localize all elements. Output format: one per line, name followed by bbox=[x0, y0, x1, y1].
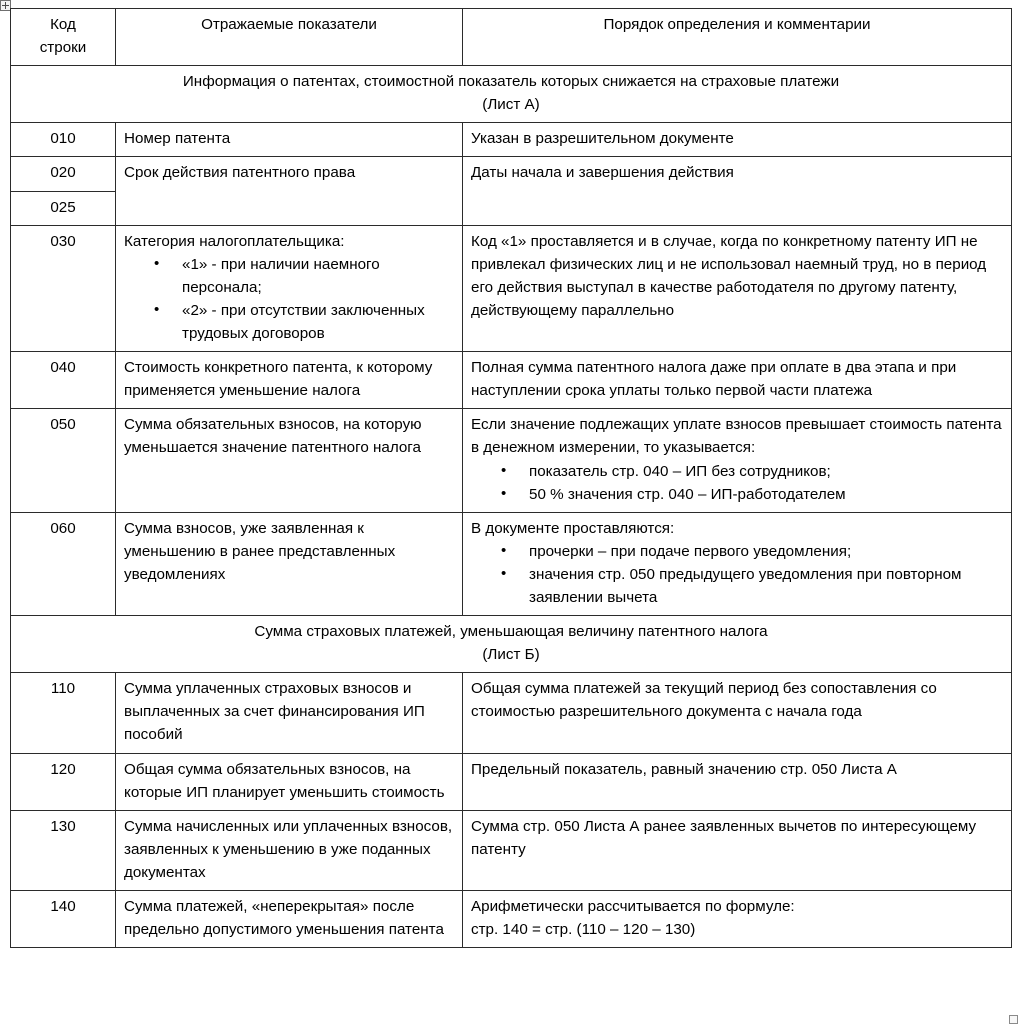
column-header-indicators: Отражаемые показатели bbox=[116, 9, 463, 66]
row-comment-060 bbox=[463, 512, 1012, 615]
table-row-120 bbox=[11, 753, 1012, 810]
row-indicator-030-lead: Категория налогоплательщика: bbox=[124, 232, 345, 250]
row-comment-130: Сумма стр. 050 Листа А ранее заявленных вычетов по интересующему патенту bbox=[463, 810, 1012, 890]
row-indicator-110: Сумма уплаченных страховых взносов и выплаченных за счет финансирования ИП пособий bbox=[116, 673, 463, 753]
row-comment-020: Даты начала и завершения действия bbox=[463, 157, 1012, 225]
row-comment-140-lead: Арифметически рассчитывается по формуле: bbox=[471, 898, 795, 915]
row-comment-040: Полная сумма патентного налога даже при оплате в два этапа и при наступлении срока уплаты только первой части платежа bbox=[463, 352, 1012, 409]
row-code-140: 140 bbox=[11, 891, 116, 948]
section-subtitle-list-a: (Лист А) bbox=[482, 96, 540, 114]
table-row-040 bbox=[11, 352, 1012, 409]
table-row-130 bbox=[11, 810, 1012, 890]
column-header-code-line2: строки bbox=[39, 39, 87, 57]
row-code-130: 130 bbox=[11, 810, 116, 890]
row-indicator-010: Номер патента bbox=[116, 123, 463, 157]
table-row-010 bbox=[11, 123, 1012, 157]
row-code-025: 025 bbox=[11, 191, 116, 225]
row-comment-120: Предельный показатель, равный значению стр. 050 Листа А bbox=[463, 753, 1012, 810]
row-comment-110: Общая сумма платежей за текущий период без сопоставления со стоимостью разрешительного документа с начала года bbox=[463, 673, 1012, 753]
section-row-list-a bbox=[11, 66, 1012, 123]
document-table-container bbox=[10, 8, 1011, 948]
table-row-030 bbox=[11, 225, 1012, 351]
row-indicator-120: Общая сумма обязательных взносов, на которые ИП планирует уменьшить стоимость bbox=[116, 753, 463, 810]
row-comment-060-lead: В документе проставляются: bbox=[471, 519, 675, 537]
table-row-020 bbox=[11, 157, 1012, 191]
indicators-table bbox=[10, 8, 1012, 948]
row-indicator-130: Сумма начисленных или уплаченных взносов, заявленных к уменьшению в уже поданных документах bbox=[116, 810, 463, 890]
row-code-030: 030 bbox=[11, 225, 116, 351]
row-indicator-020: Срок действия патентного права bbox=[116, 157, 463, 225]
list-item: • «2» - при отсутствии заключенных трудовых договоров bbox=[182, 299, 454, 345]
row-code-050: 050 bbox=[11, 409, 116, 512]
section-subtitle-list-b: (Лист Б) bbox=[482, 646, 540, 664]
section-banner-list-a bbox=[11, 66, 1012, 123]
row-comment-050-bullets bbox=[471, 460, 1003, 506]
row-comment-060-bullets bbox=[471, 540, 1003, 609]
row-code-040: 040 bbox=[11, 352, 116, 409]
list-item: • «1» - при наличии наемного персонала; bbox=[182, 253, 454, 299]
table-row-140 bbox=[11, 891, 1012, 948]
row-comment-010: Указан в разрешительном документе bbox=[463, 123, 1012, 157]
section-row-list-b bbox=[11, 616, 1012, 673]
table-row-050 bbox=[11, 409, 1012, 512]
row-indicator-140: Сумма платежей, «неперекрытая» после предельно допустимого уменьшения патента bbox=[116, 891, 463, 948]
row-indicator-060: Сумма взносов, уже заявленная к уменьшению в ранее представленных уведомлениях bbox=[116, 512, 463, 615]
row-indicator-030-bullets bbox=[124, 253, 454, 345]
row-comment-140 bbox=[463, 891, 1012, 948]
row-comment-050 bbox=[463, 409, 1012, 512]
row-code-020: 020 bbox=[11, 157, 116, 191]
section-banner-list-b bbox=[11, 616, 1012, 673]
row-code-120: 120 bbox=[11, 753, 116, 810]
section-title-list-b: Сумма страховых платежей, уменьшающая величину патентного налога bbox=[254, 623, 768, 641]
list-item: • прочерки – при подаче первого уведомления; bbox=[529, 540, 1003, 563]
table-row-110 bbox=[11, 673, 1012, 753]
table-row-060 bbox=[11, 512, 1012, 615]
column-header-comments: Порядок определения и комментарии bbox=[463, 9, 1012, 66]
table-resize-handle[interactable] bbox=[1009, 1015, 1018, 1024]
section-title-list-a: Информация о патентах, стоимостной показатель которых снижается на страховые платежи bbox=[182, 73, 840, 91]
row-indicator-040: Стоимость конкретного патента, к которому применяется уменьшение налога bbox=[116, 352, 463, 409]
column-header-code-line1: Код bbox=[50, 16, 76, 33]
list-item: • 50 % значения стр. 040 – ИП-работодателем bbox=[529, 483, 1003, 506]
row-code-060: 060 bbox=[11, 512, 116, 615]
table-header-row bbox=[11, 9, 1012, 66]
row-comment-050-lead: Если значение подлежащих уплате взносов превышает стоимость патента в денежном измерении, то указывается: bbox=[471, 416, 1002, 457]
column-header-code bbox=[11, 9, 116, 66]
list-item: • значения стр. 050 предыдущего уведомления при повторном заявлении вычета bbox=[529, 563, 1003, 609]
row-code-110: 110 bbox=[11, 673, 116, 753]
row-indicator-050: Сумма обязательных взносов, на которую уменьшается значение патентного налога bbox=[116, 409, 463, 512]
row-comment-140-formula: стр. 140 = стр. (110 – 120 – 130) bbox=[471, 921, 696, 939]
list-item: • показатель стр. 040 – ИП без сотрудников; bbox=[529, 460, 1003, 483]
row-comment-030: Код «1» проставляется и в случае, когда по конкретному патенту ИП не привлекал физических лиц и не использовал наемный труд, но в период его действия выступал в качестве работодателя по другому патенту, действующему параллельно bbox=[463, 225, 1012, 351]
row-code-010: 010 bbox=[11, 123, 116, 157]
row-indicator-030 bbox=[116, 225, 463, 351]
